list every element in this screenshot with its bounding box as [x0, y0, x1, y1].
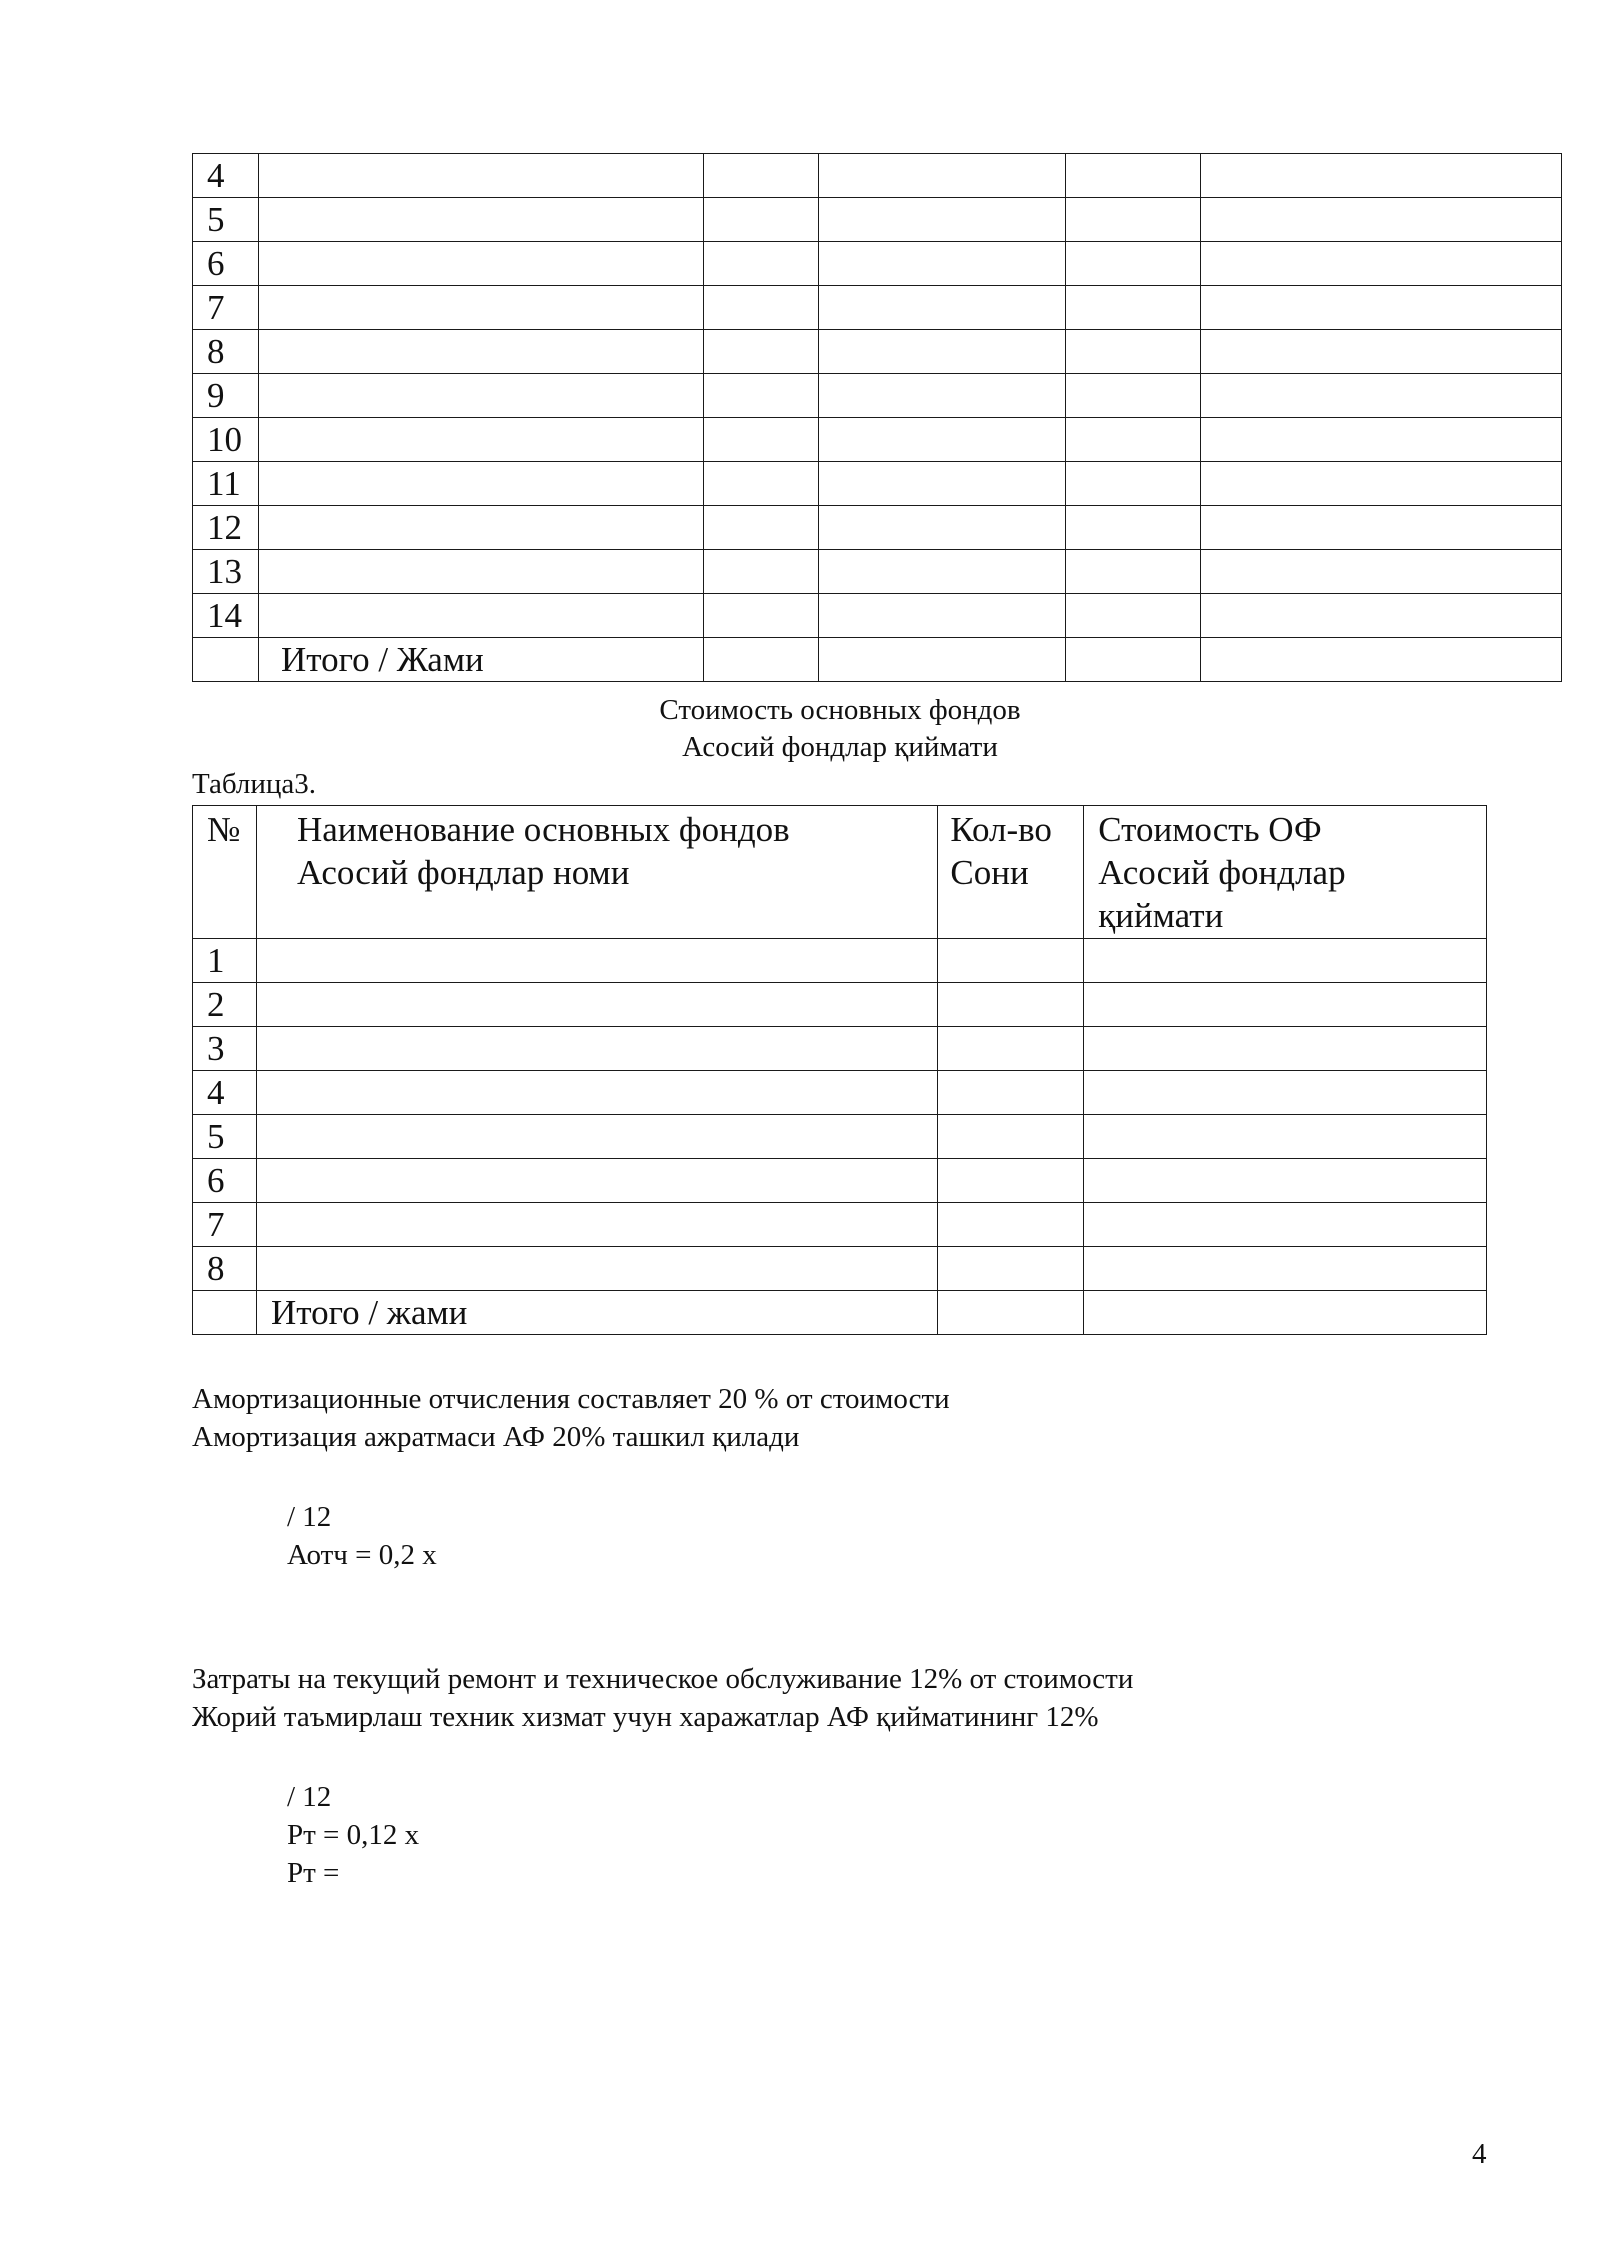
table-3-label: Таблица3. [192, 768, 317, 800]
table-cell [256, 1115, 937, 1159]
table-cell [703, 242, 818, 286]
header-quantity-ru: Кол-во [950, 810, 1052, 849]
table-row [193, 939, 1487, 983]
table-cell [938, 1159, 1084, 1203]
amortization-formula: Аотч = 0,2 х [287, 1539, 437, 1571]
table-cell [258, 286, 703, 330]
table-cell [1201, 374, 1562, 418]
table-cell [258, 242, 703, 286]
table-cell [1201, 198, 1562, 242]
table-cell [1066, 154, 1201, 198]
table-cell [938, 1115, 1084, 1159]
table-cell [1066, 462, 1201, 506]
repair-formula-result: Рт = [287, 1857, 340, 1889]
table-cell [1084, 939, 1487, 983]
table-cell [1201, 242, 1562, 286]
table-cell [703, 462, 818, 506]
table-cell [1201, 330, 1562, 374]
table-cell [703, 154, 818, 198]
header-cost-uz-1: Асосий фондлар [1098, 853, 1346, 892]
table-row [193, 198, 1562, 242]
table-cell [256, 1203, 937, 1247]
table-cell [258, 550, 703, 594]
table-cell [1066, 242, 1201, 286]
table-cell [1066, 418, 1201, 462]
table-cell [818, 242, 1066, 286]
table-cell [1084, 983, 1487, 1027]
table-cell [703, 506, 818, 550]
header-name-ru: Наименование основных фондов [296, 810, 790, 849]
table-cell [1084, 1291, 1487, 1335]
table-cell [938, 939, 1084, 983]
table-row [193, 1203, 1487, 1247]
table-cell [1201, 638, 1562, 682]
table-row [193, 330, 1562, 374]
table-cell [818, 506, 1066, 550]
row-number: 5 [193, 1115, 257, 1159]
row-number: 8 [193, 330, 259, 374]
table-cell [258, 462, 703, 506]
table-cell [818, 198, 1066, 242]
row-number: 10 [193, 418, 259, 462]
table-row [193, 286, 1562, 330]
table-cell [1084, 1203, 1487, 1247]
table-row [193, 418, 1562, 462]
table-cell [938, 1071, 1084, 1115]
row-number: 5 [193, 198, 259, 242]
table-cell [1066, 330, 1201, 374]
table-cell [256, 1247, 937, 1291]
amortization-text-ru: Амортизационные отчисления составляет 20 % от стоимости [192, 1383, 950, 1415]
table-cell [1084, 1027, 1487, 1071]
table-cell [938, 1027, 1084, 1071]
row-number: 3 [193, 1027, 257, 1071]
table-row [193, 983, 1487, 1027]
table-cell [193, 1291, 257, 1335]
table-cell [703, 330, 818, 374]
repair-text-ru: Затраты на текущий ремонт и техническое обслуживание 12% от стоимости [192, 1663, 1134, 1695]
page-number: 4 [1472, 2138, 1487, 2170]
table-cell [193, 638, 259, 682]
table-cell [1066, 550, 1201, 594]
row-number: 4 [193, 1071, 257, 1115]
header-cost-ru: Стоимость ОФ [1098, 810, 1322, 849]
table-cell [1066, 506, 1201, 550]
table-cell [1084, 1115, 1487, 1159]
table-cell [938, 1291, 1084, 1335]
table-header-row [193, 806, 1487, 939]
row-number: 6 [193, 242, 259, 286]
table-cell [1201, 550, 1562, 594]
header-cost-uz-2: қиймати [1098, 896, 1224, 935]
table-row [193, 1071, 1487, 1115]
table-cell [258, 330, 703, 374]
table-row [193, 1247, 1487, 1291]
table-cell [703, 418, 818, 462]
table-cell [256, 939, 937, 983]
table-cell [703, 374, 818, 418]
amortization-divisor: / 12 [287, 1501, 332, 1533]
table-cell [1066, 594, 1201, 638]
amortization-text-uz: Амортизация ажратмаси АФ 20% ташкил қилади [192, 1421, 800, 1453]
table-cell [818, 286, 1066, 330]
table-cell [256, 1027, 937, 1071]
table-cell [703, 594, 818, 638]
table-cell [256, 1159, 937, 1203]
row-number: 12 [193, 506, 259, 550]
row-number: 6 [193, 1159, 257, 1203]
table-cell [256, 1071, 937, 1115]
row-number: 2 [193, 983, 257, 1027]
row-number: 14 [193, 594, 259, 638]
total-label: Итого / жами [256, 1291, 937, 1335]
header-number: № [193, 806, 257, 939]
table-cell [258, 418, 703, 462]
table-cell [1201, 418, 1562, 462]
table-cell [818, 550, 1066, 594]
table-row [193, 1159, 1487, 1203]
table-cell [818, 594, 1066, 638]
table-cell [1066, 198, 1201, 242]
table-cell [258, 374, 703, 418]
row-number: 9 [193, 374, 259, 418]
table-cell [703, 638, 818, 682]
table-cell [1066, 286, 1201, 330]
header-quantity-uz: Сони [950, 853, 1029, 892]
table-cell [703, 286, 818, 330]
repair-formula: Рт = 0,12 х [287, 1819, 420, 1851]
table-cell [818, 418, 1066, 462]
table-cell [1066, 374, 1201, 418]
header-name-uz: Асосий фондлар номи [296, 853, 630, 892]
table-cell [818, 330, 1066, 374]
caption-line-2: Асосий фондлар қиймати [682, 731, 998, 763]
table-cell [1066, 638, 1201, 682]
table-cell [938, 983, 1084, 1027]
table-row [193, 154, 1562, 198]
repair-text-uz: Жорий таъмирлаш техник хизмат учун харажатлар АФ қийматининг 12% [192, 1701, 1099, 1733]
header-name [256, 806, 937, 939]
fixed-assets-cost-table [192, 805, 1487, 1335]
table-cell [1201, 594, 1562, 638]
table-row [193, 594, 1562, 638]
table-cell [1201, 286, 1562, 330]
row-number: 7 [193, 286, 259, 330]
table-cell [258, 198, 703, 242]
header-cost [1084, 806, 1487, 939]
table-cell [258, 506, 703, 550]
total-row [193, 638, 1562, 682]
total-row [193, 1291, 1487, 1335]
row-number: 8 [193, 1247, 257, 1291]
table-cell [818, 638, 1066, 682]
row-number: 11 [193, 462, 259, 506]
table-cell [818, 462, 1066, 506]
fixed-assets-table-continued [192, 153, 1562, 682]
table-row [193, 506, 1562, 550]
table-cell [256, 983, 937, 1027]
table-row [193, 374, 1562, 418]
table-cell [258, 594, 703, 638]
table-row [193, 550, 1562, 594]
table-cell [938, 1247, 1084, 1291]
table-cell [818, 374, 1066, 418]
caption-line-1: Стоимость основных фондов [659, 694, 1021, 726]
row-number: 13 [193, 550, 259, 594]
table-cell [1201, 506, 1562, 550]
row-number: 4 [193, 154, 259, 198]
table-cell [1201, 154, 1562, 198]
table-cell [818, 154, 1066, 198]
table-row [193, 1027, 1487, 1071]
repair-divisor: / 12 [287, 1781, 332, 1813]
table-row [193, 1115, 1487, 1159]
table-cell [1084, 1247, 1487, 1291]
table-cell [1201, 462, 1562, 506]
table-cell [258, 154, 703, 198]
table-cell [1084, 1159, 1487, 1203]
table-cell [703, 550, 818, 594]
table-row [193, 462, 1562, 506]
total-label: Итого / Жами [258, 638, 703, 682]
row-number: 1 [193, 939, 257, 983]
row-number: 7 [193, 1203, 257, 1247]
table-cell [1084, 1071, 1487, 1115]
header-quantity [938, 806, 1084, 939]
table-cell [703, 198, 818, 242]
table-row [193, 242, 1562, 286]
table-cell [938, 1203, 1084, 1247]
